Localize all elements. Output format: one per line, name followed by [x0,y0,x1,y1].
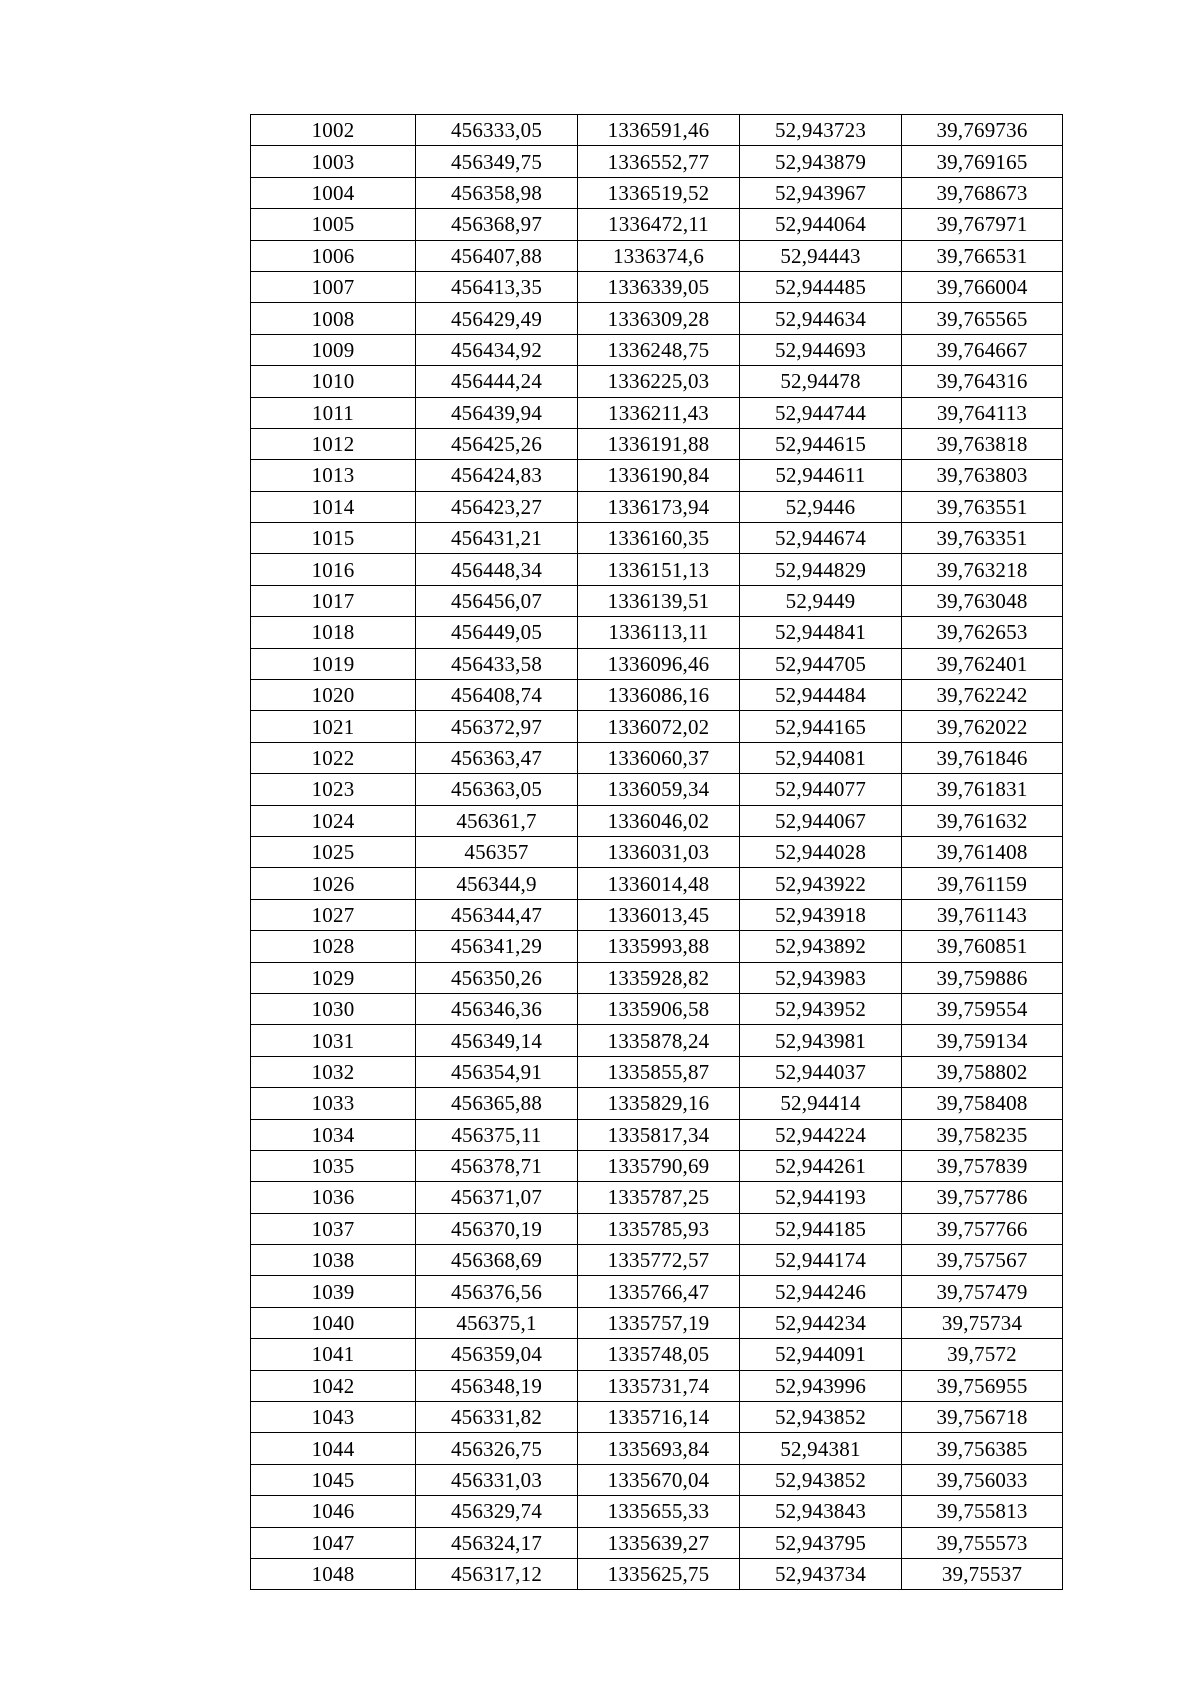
longitude-cell: 39,767971 [902,209,1063,240]
longitude-cell: 39,758235 [902,1119,1063,1150]
x-coordinate-cell: 456425,26 [416,428,578,459]
y-coordinate-cell: 1336339,05 [578,271,740,302]
table-row [251,177,1063,208]
x-coordinate-cell: 456350,26 [416,962,578,993]
point-number-cell: 1026 [251,868,416,899]
y-coordinate-cell: 1336190,84 [578,460,740,491]
point-number-cell: 1037 [251,1213,416,1244]
y-coordinate-cell: 1336151,13 [578,554,740,585]
point-number-cell: 1014 [251,491,416,522]
x-coordinate-cell: 456354,91 [416,1056,578,1087]
point-number-cell: 1009 [251,334,416,365]
y-coordinate-cell: 1336472,11 [578,209,740,240]
x-coordinate-cell: 456444,24 [416,366,578,397]
table-row [251,146,1063,177]
point-number-cell: 1008 [251,303,416,334]
point-number-cell: 1033 [251,1088,416,1119]
point-number-cell: 1023 [251,774,416,805]
table-row [251,648,1063,679]
x-coordinate-cell: 456361,7 [416,805,578,836]
longitude-cell: 39,763351 [902,523,1063,554]
longitude-cell: 39,769165 [902,146,1063,177]
point-number-cell: 1010 [251,366,416,397]
latitude-cell: 52,943852 [740,1402,902,1433]
point-number-cell: 1019 [251,648,416,679]
point-number-cell: 1036 [251,1182,416,1213]
point-number-cell: 1048 [251,1558,416,1589]
table-row [251,1433,1063,1464]
latitude-cell: 52,944744 [740,397,902,428]
longitude-cell: 39,762022 [902,711,1063,742]
x-coordinate-cell: 456368,69 [416,1245,578,1276]
latitude-cell: 52,94381 [740,1433,902,1464]
point-number-cell: 1046 [251,1496,416,1527]
latitude-cell: 52,944829 [740,554,902,585]
table-row [251,460,1063,491]
y-coordinate-cell: 1336191,88 [578,428,740,459]
y-coordinate-cell: 1336072,02 [578,711,740,742]
longitude-cell: 39,759134 [902,1025,1063,1056]
latitude-cell: 52,944634 [740,303,902,334]
x-coordinate-cell: 456433,58 [416,648,578,679]
y-coordinate-cell: 1336086,16 [578,680,740,711]
y-coordinate-cell: 1335878,24 [578,1025,740,1056]
table-row [251,115,1063,146]
point-number-cell: 1020 [251,680,416,711]
y-coordinate-cell: 1335670,04 [578,1464,740,1495]
point-number-cell: 1022 [251,742,416,773]
latitude-cell: 52,943843 [740,1496,902,1527]
point-number-cell: 1030 [251,993,416,1024]
longitude-cell: 39,761143 [902,899,1063,930]
longitude-cell: 39,763048 [902,585,1063,616]
coordinates-table [250,114,1063,1590]
table-row [251,523,1063,554]
x-coordinate-cell: 456375,11 [416,1119,578,1150]
longitude-cell: 39,763803 [902,460,1063,491]
x-coordinate-cell: 456363,05 [416,774,578,805]
longitude-cell: 39,757567 [902,1245,1063,1276]
longitude-cell: 39,764667 [902,334,1063,365]
x-coordinate-cell: 456407,88 [416,240,578,271]
table-row [251,836,1063,867]
x-coordinate-cell: 456331,03 [416,1464,578,1495]
latitude-cell: 52,943967 [740,177,902,208]
y-coordinate-cell: 1336046,02 [578,805,740,836]
table-row [251,680,1063,711]
longitude-cell: 39,755813 [902,1496,1063,1527]
x-coordinate-cell: 456371,07 [416,1182,578,1213]
y-coordinate-cell: 1335790,69 [578,1150,740,1181]
table-row [251,931,1063,962]
x-coordinate-cell: 456408,74 [416,680,578,711]
y-coordinate-cell: 1336160,35 [578,523,740,554]
point-number-cell: 1042 [251,1370,416,1401]
longitude-cell: 39,764113 [902,397,1063,428]
point-number-cell: 1038 [251,1245,416,1276]
table-row [251,711,1063,742]
point-number-cell: 1024 [251,805,416,836]
table-row [251,1307,1063,1338]
latitude-cell: 52,944028 [740,836,902,867]
x-coordinate-cell: 456348,19 [416,1370,578,1401]
x-coordinate-cell: 456424,83 [416,460,578,491]
longitude-cell: 39,766004 [902,271,1063,302]
longitude-cell: 39,766531 [902,240,1063,271]
table-row [251,1088,1063,1119]
y-coordinate-cell: 1335757,19 [578,1307,740,1338]
latitude-cell: 52,943734 [740,1558,902,1589]
point-number-cell: 1040 [251,1307,416,1338]
point-number-cell: 1031 [251,1025,416,1056]
x-coordinate-cell: 456449,05 [416,617,578,648]
table-row [251,428,1063,459]
table-row [251,899,1063,930]
latitude-cell: 52,944193 [740,1182,902,1213]
latitude-cell: 52,944064 [740,209,902,240]
x-coordinate-cell: 456368,97 [416,209,578,240]
table-row [251,1370,1063,1401]
longitude-cell: 39,758802 [902,1056,1063,1087]
table-row [251,1150,1063,1181]
latitude-cell: 52,943723 [740,115,902,146]
longitude-cell: 39,763218 [902,554,1063,585]
point-number-cell: 1004 [251,177,416,208]
longitude-cell: 39,756033 [902,1464,1063,1495]
longitude-cell: 39,769736 [902,115,1063,146]
coordinates-table-body [251,115,1063,1590]
table-row [251,397,1063,428]
longitude-cell: 39,762653 [902,617,1063,648]
latitude-cell: 52,943922 [740,868,902,899]
table-row [251,1402,1063,1433]
x-coordinate-cell: 456358,98 [416,177,578,208]
longitude-cell: 39,755573 [902,1527,1063,1558]
y-coordinate-cell: 1336552,77 [578,146,740,177]
x-coordinate-cell: 456448,34 [416,554,578,585]
x-coordinate-cell: 456456,07 [416,585,578,616]
table-row [251,1464,1063,1495]
y-coordinate-cell: 1336031,03 [578,836,740,867]
y-coordinate-cell: 1335693,84 [578,1433,740,1464]
x-coordinate-cell: 456372,97 [416,711,578,742]
table-row [251,1213,1063,1244]
point-number-cell: 1043 [251,1402,416,1433]
table-row [251,585,1063,616]
table-row [251,774,1063,805]
latitude-cell: 52,944234 [740,1307,902,1338]
latitude-cell: 52,943795 [740,1527,902,1558]
latitude-cell: 52,944611 [740,460,902,491]
point-number-cell: 1045 [251,1464,416,1495]
latitude-cell: 52,944037 [740,1056,902,1087]
x-coordinate-cell: 456376,56 [416,1276,578,1307]
longitude-cell: 39,764316 [902,366,1063,397]
longitude-cell: 39,761408 [902,836,1063,867]
table-row [251,209,1063,240]
point-number-cell: 1028 [251,931,416,962]
longitude-cell: 39,757766 [902,1213,1063,1244]
longitude-cell: 39,760851 [902,931,1063,962]
y-coordinate-cell: 1335829,16 [578,1088,740,1119]
table-row [251,240,1063,271]
latitude-cell: 52,944165 [740,711,902,742]
x-coordinate-cell: 456365,88 [416,1088,578,1119]
latitude-cell: 52,943983 [740,962,902,993]
latitude-cell: 52,943918 [740,899,902,930]
point-number-cell: 1029 [251,962,416,993]
latitude-cell: 52,944091 [740,1339,902,1370]
longitude-cell: 39,757839 [902,1150,1063,1181]
table-row [251,334,1063,365]
point-number-cell: 1017 [251,585,416,616]
point-number-cell: 1047 [251,1527,416,1558]
x-coordinate-cell: 456317,12 [416,1558,578,1589]
table-row [251,1339,1063,1370]
longitude-cell: 39,759886 [902,962,1063,993]
y-coordinate-cell: 1335785,93 [578,1213,740,1244]
point-number-cell: 1025 [251,836,416,867]
table-row [251,1182,1063,1213]
longitude-cell: 39,765565 [902,303,1063,334]
longitude-cell: 39,761831 [902,774,1063,805]
longitude-cell: 39,75734 [902,1307,1063,1338]
longitude-cell: 39,758408 [902,1088,1063,1119]
latitude-cell: 52,944841 [740,617,902,648]
table-row [251,1245,1063,1276]
y-coordinate-cell: 1336225,03 [578,366,740,397]
y-coordinate-cell: 1335993,88 [578,931,740,962]
y-coordinate-cell: 1336139,51 [578,585,740,616]
table-row [251,742,1063,773]
table-row [251,1056,1063,1087]
latitude-cell: 52,943996 [740,1370,902,1401]
latitude-cell: 52,943981 [740,1025,902,1056]
x-coordinate-cell: 456359,04 [416,1339,578,1370]
latitude-cell: 52,944484 [740,680,902,711]
latitude-cell: 52,943879 [740,146,902,177]
table-row [251,993,1063,1024]
latitude-cell: 52,9449 [740,585,902,616]
longitude-cell: 39,756718 [902,1402,1063,1433]
x-coordinate-cell: 456375,1 [416,1307,578,1338]
longitude-cell: 39,761632 [902,805,1063,836]
table-row [251,271,1063,302]
latitude-cell: 52,944067 [740,805,902,836]
latitude-cell: 52,943952 [740,993,902,1024]
latitude-cell: 52,944185 [740,1213,902,1244]
point-number-cell: 1035 [251,1150,416,1181]
y-coordinate-cell: 1335655,33 [578,1496,740,1527]
point-number-cell: 1034 [251,1119,416,1150]
longitude-cell: 39,757479 [902,1276,1063,1307]
point-number-cell: 1011 [251,397,416,428]
point-number-cell: 1013 [251,460,416,491]
latitude-cell: 52,944077 [740,774,902,805]
x-coordinate-cell: 456434,92 [416,334,578,365]
longitude-cell: 39,7572 [902,1339,1063,1370]
point-number-cell: 1041 [251,1339,416,1370]
table-row [251,366,1063,397]
table-row [251,1558,1063,1589]
latitude-cell: 52,943892 [740,931,902,962]
y-coordinate-cell: 1335855,87 [578,1056,740,1087]
y-coordinate-cell: 1336309,28 [578,303,740,334]
point-number-cell: 1005 [251,209,416,240]
point-number-cell: 1032 [251,1056,416,1087]
latitude-cell: 52,944174 [740,1245,902,1276]
y-coordinate-cell: 1335625,75 [578,1558,740,1589]
y-coordinate-cell: 1336173,94 [578,491,740,522]
x-coordinate-cell: 456370,19 [416,1213,578,1244]
x-coordinate-cell: 456341,29 [416,931,578,962]
y-coordinate-cell: 1335731,74 [578,1370,740,1401]
x-coordinate-cell: 456413,35 [416,271,578,302]
point-number-cell: 1003 [251,146,416,177]
y-coordinate-cell: 1336059,34 [578,774,740,805]
point-number-cell: 1021 [251,711,416,742]
latitude-cell: 52,944615 [740,428,902,459]
x-coordinate-cell: 456344,47 [416,899,578,930]
y-coordinate-cell: 1335766,47 [578,1276,740,1307]
x-coordinate-cell: 456431,21 [416,523,578,554]
longitude-cell: 39,762242 [902,680,1063,711]
point-number-cell: 1015 [251,523,416,554]
table-row [251,868,1063,899]
x-coordinate-cell: 456357 [416,836,578,867]
point-number-cell: 1027 [251,899,416,930]
table-row [251,554,1063,585]
latitude-cell: 52,9446 [740,491,902,522]
latitude-cell: 52,944081 [740,742,902,773]
table-row [251,617,1063,648]
point-number-cell: 1018 [251,617,416,648]
point-number-cell: 1002 [251,115,416,146]
latitude-cell: 52,944693 [740,334,902,365]
latitude-cell: 52,94443 [740,240,902,271]
x-coordinate-cell: 456429,49 [416,303,578,334]
x-coordinate-cell: 456439,94 [416,397,578,428]
table-row [251,491,1063,522]
latitude-cell: 52,94478 [740,366,902,397]
longitude-cell: 39,763551 [902,491,1063,522]
longitude-cell: 39,75537 [902,1558,1063,1589]
table-row [251,1119,1063,1150]
y-coordinate-cell: 1335787,25 [578,1182,740,1213]
latitude-cell: 52,944705 [740,648,902,679]
x-coordinate-cell: 456324,17 [416,1527,578,1558]
longitude-cell: 39,759554 [902,993,1063,1024]
y-coordinate-cell: 1335748,05 [578,1339,740,1370]
x-coordinate-cell: 456326,75 [416,1433,578,1464]
longitude-cell: 39,763818 [902,428,1063,459]
y-coordinate-cell: 1335716,14 [578,1402,740,1433]
x-coordinate-cell: 456349,75 [416,146,578,177]
longitude-cell: 39,761846 [902,742,1063,773]
table-row [251,1496,1063,1527]
longitude-cell: 39,768673 [902,177,1063,208]
y-coordinate-cell: 1336013,45 [578,899,740,930]
point-number-cell: 1007 [251,271,416,302]
x-coordinate-cell: 456349,14 [416,1025,578,1056]
latitude-cell: 52,944224 [740,1119,902,1150]
x-coordinate-cell: 456329,74 [416,1496,578,1527]
y-coordinate-cell: 1336096,46 [578,648,740,679]
x-coordinate-cell: 456378,71 [416,1150,578,1181]
table-row [251,303,1063,334]
y-coordinate-cell: 1336248,75 [578,334,740,365]
table-row [251,1527,1063,1558]
y-coordinate-cell: 1336519,52 [578,177,740,208]
point-number-cell: 1012 [251,428,416,459]
table-row [251,962,1063,993]
y-coordinate-cell: 1335906,58 [578,993,740,1024]
x-coordinate-cell: 456423,27 [416,491,578,522]
point-number-cell: 1006 [251,240,416,271]
table-row [251,805,1063,836]
latitude-cell: 52,944674 [740,523,902,554]
x-coordinate-cell: 456333,05 [416,115,578,146]
point-number-cell: 1039 [251,1276,416,1307]
longitude-cell: 39,762401 [902,648,1063,679]
x-coordinate-cell: 456344,9 [416,868,578,899]
y-coordinate-cell: 1336014,48 [578,868,740,899]
latitude-cell: 52,94414 [740,1088,902,1119]
point-number-cell: 1016 [251,554,416,585]
y-coordinate-cell: 1336374,6 [578,240,740,271]
y-coordinate-cell: 1336211,43 [578,397,740,428]
longitude-cell: 39,757786 [902,1182,1063,1213]
x-coordinate-cell: 456363,47 [416,742,578,773]
longitude-cell: 39,761159 [902,868,1063,899]
longitude-cell: 39,756385 [902,1433,1063,1464]
x-coordinate-cell: 456331,82 [416,1402,578,1433]
latitude-cell: 52,944246 [740,1276,902,1307]
longitude-cell: 39,756955 [902,1370,1063,1401]
table-row [251,1276,1063,1307]
point-number-cell: 1044 [251,1433,416,1464]
y-coordinate-cell: 1336060,37 [578,742,740,773]
table-row [251,1025,1063,1056]
y-coordinate-cell: 1335928,82 [578,962,740,993]
latitude-cell: 52,944485 [740,271,902,302]
y-coordinate-cell: 1336113,11 [578,617,740,648]
latitude-cell: 52,943852 [740,1464,902,1495]
y-coordinate-cell: 1335772,57 [578,1245,740,1276]
x-coordinate-cell: 456346,36 [416,993,578,1024]
latitude-cell: 52,944261 [740,1150,902,1181]
y-coordinate-cell: 1336591,46 [578,115,740,146]
y-coordinate-cell: 1335639,27 [578,1527,740,1558]
y-coordinate-cell: 1335817,34 [578,1119,740,1150]
